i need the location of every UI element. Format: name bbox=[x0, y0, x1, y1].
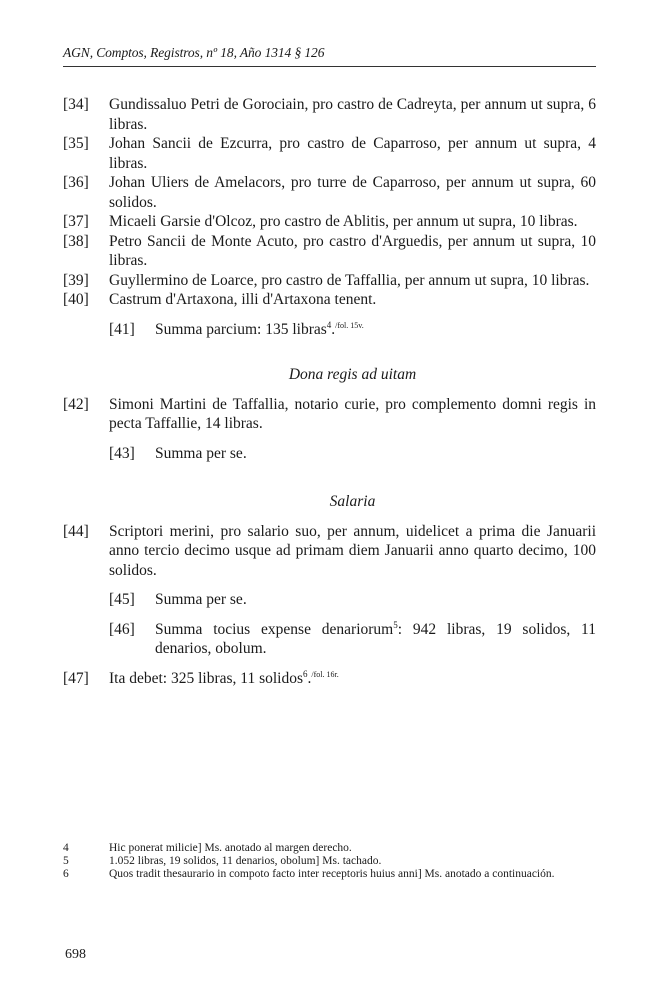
entry-45-sum bbox=[109, 590, 596, 610]
entry-text-main: Summa parcium: 135 libras bbox=[155, 320, 327, 338]
main-text bbox=[63, 95, 596, 688]
folio-marker: /fol. 15v. bbox=[335, 320, 364, 330]
entry-number: [37] bbox=[63, 213, 89, 230]
entry-46-total bbox=[109, 620, 596, 659]
entry-text-rest: : 942 libras, 19 solidos, 11 denarios, obolum. bbox=[155, 620, 596, 657]
entry-text bbox=[155, 320, 596, 340]
entry-number: [46] bbox=[109, 620, 135, 638]
running-head: AGN, Comptos, Registros, nº 18, Año 1314 § 126 bbox=[63, 45, 596, 67]
entry-text-main: Ita debet: 325 libras, 11 solidos bbox=[109, 669, 304, 687]
entry-text-main: Summa tocius expense denariorum bbox=[155, 620, 394, 638]
entry-text: Guyllermino de Loarce, pro castro de Taffallia, per annum ut supra, 10 libras. bbox=[109, 271, 590, 289]
footnote-text: Hic ponerat milicie] Ms. anotado al margen derecho. bbox=[109, 842, 352, 854]
entry-number: [42] bbox=[63, 395, 89, 413]
entry-number: [40] bbox=[63, 291, 89, 308]
footnote-ref-6[interactable]: 6 bbox=[303, 668, 308, 679]
entry-number: [47] bbox=[63, 669, 89, 687]
entry-number: [35] bbox=[63, 135, 89, 152]
entry-35 bbox=[63, 134, 596, 173]
entry-text: Petro Sancii de Monte Acuto, pro castro d'Arguedis, per annum ut supra, 10 libras. bbox=[109, 232, 596, 269]
entry-47 bbox=[63, 669, 596, 689]
page-number: 698 bbox=[65, 947, 86, 962]
entry-number: [38] bbox=[63, 232, 89, 250]
entry-39 bbox=[63, 271, 596, 291]
entry-text: Johan Uliers de Amelacors, pro turre de Caparroso, per annum ut supra, 60 solidos. bbox=[109, 174, 596, 211]
entry-text: Scriptori merini, pro salario suo, per annum, uidelicet a prima die Januarii anno tercio decimo usque ad primam diem Januarii anno quarto decimo, 100 solidos. bbox=[109, 522, 596, 579]
entry-36 bbox=[63, 173, 596, 212]
entry-number: [44] bbox=[63, 522, 89, 540]
footnote-6 bbox=[63, 868, 596, 881]
entry-text: Castrum d'Artaxona, illi d'Artaxona tenent. bbox=[109, 291, 377, 308]
folio-marker: /fol. 16r. bbox=[311, 669, 339, 679]
entry-number: [36] bbox=[63, 174, 89, 191]
entry-38 bbox=[63, 232, 596, 271]
footnote-ref-4[interactable]: 4 bbox=[326, 319, 332, 330]
entry-42 bbox=[63, 395, 596, 434]
entry-text: Micaeli Garsie d'Olcoz, pro castro de Ablitis, per annum ut supra, 10 libras. bbox=[109, 213, 578, 230]
entry-text: Johan Sancii de Ezcurra, pro castro de Caparroso, per annum ut supra, 4 libras. bbox=[109, 135, 596, 172]
entry-text bbox=[155, 620, 596, 659]
footnote-number: 6 bbox=[63, 868, 69, 880]
entry-text: Summa per se. bbox=[155, 444, 247, 462]
footnote-text: Quos tradit thesaurario in compoto facto inter receptoris huius anni] Ms. anotado a continuación. bbox=[109, 868, 555, 880]
entry-37 bbox=[63, 212, 596, 232]
entry-text: Gundissaluo Petri de Gorociain, pro castro de Cadreyta, per annum ut supra, 6 libras. bbox=[109, 96, 596, 133]
footnote-ref-5[interactable]: 5 bbox=[393, 619, 398, 630]
entry-number: [41] bbox=[109, 320, 135, 338]
footnote-text: 1.052 libras, 19 solidos, 11 denarios, obolum] Ms. tachado. bbox=[109, 855, 382, 867]
entry-40 bbox=[63, 290, 596, 310]
entry-41-sum bbox=[109, 320, 596, 340]
section-heading-dona-regis: Dona regis ad uitam bbox=[288, 366, 417, 383]
section-heading-salaria: Salaria bbox=[329, 493, 376, 510]
entry-number: [34] bbox=[63, 96, 89, 113]
entry-text: Simoni Martini de Taffallia, notario curie, pro complemento domni regis in pecta Taffallie, 14 libras. bbox=[109, 395, 596, 432]
punctuation: . bbox=[307, 669, 312, 687]
footnote-5 bbox=[63, 855, 596, 868]
entry-43-sum bbox=[109, 444, 596, 464]
entry-number: [43] bbox=[109, 444, 135, 462]
footnotes bbox=[63, 842, 596, 881]
entry-34 bbox=[63, 95, 596, 134]
punctuation: . bbox=[331, 320, 336, 338]
entry-number: [45] bbox=[109, 591, 135, 608]
footnote-number: 5 bbox=[63, 855, 69, 867]
entry-number: [39] bbox=[63, 271, 89, 289]
entry-text: Summa per se. bbox=[155, 591, 247, 608]
entry-text bbox=[109, 669, 596, 689]
entry-44 bbox=[63, 522, 596, 581]
footnote-number: 4 bbox=[63, 842, 69, 854]
footnote-4 bbox=[63, 842, 596, 855]
